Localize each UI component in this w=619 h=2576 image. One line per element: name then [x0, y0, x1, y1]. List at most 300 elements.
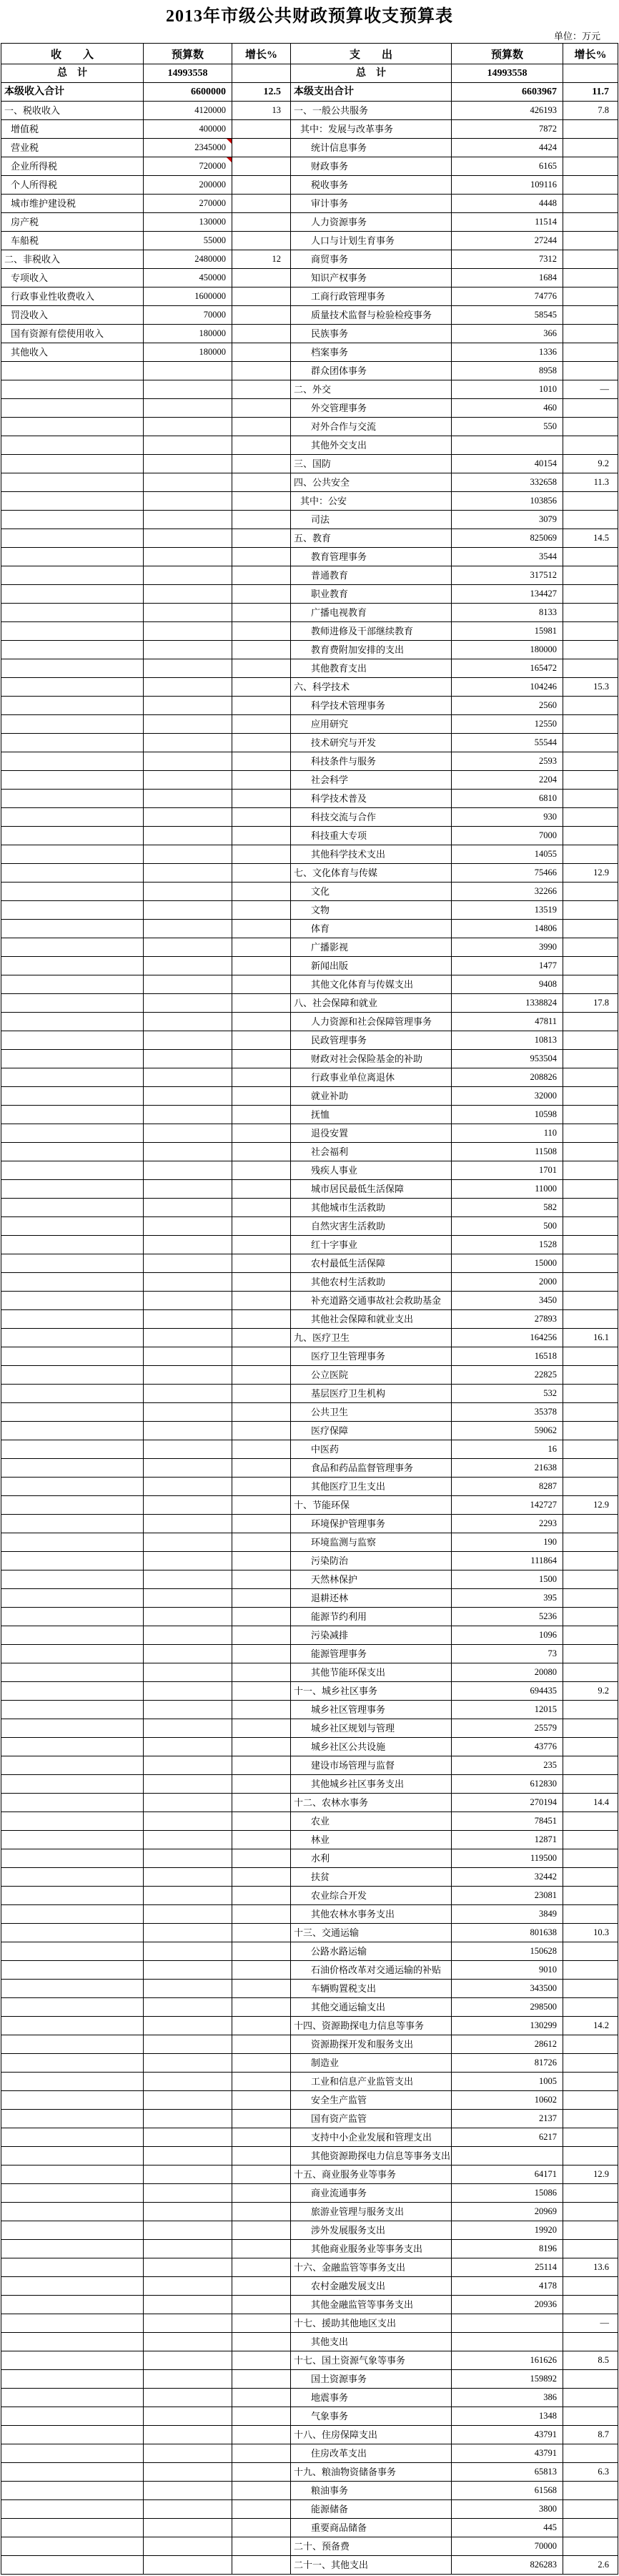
- table-row: [1, 436, 618, 455]
- income-growth-value: [232, 213, 291, 232]
- expense-budget-value: 32000: [452, 1087, 563, 1106]
- expense-item-label: 其他金融监管等事务支出: [291, 2296, 452, 2314]
- income-budget-value: [144, 752, 232, 771]
- expense-growth-value: [563, 1589, 618, 1608]
- income-budget-value: [144, 455, 232, 473]
- income-item-label: [1, 1794, 144, 1812]
- expense-item-label: 其他教育支出: [291, 659, 452, 678]
- income-growth-value: [232, 1310, 291, 1329]
- header-income-growth: 增长%: [232, 44, 291, 64]
- income-growth-value: [232, 1329, 291, 1347]
- income-growth-value: [232, 697, 291, 715]
- expense-item-label: 档案事务: [291, 343, 452, 362]
- expense-growth-value: [563, 1812, 618, 1831]
- expense-budget-value: 6810: [452, 790, 563, 808]
- income-budget-value: [144, 2482, 232, 2500]
- expense-budget-value: [452, 2147, 563, 2165]
- expense-item-label: 科学技术普及: [291, 790, 452, 808]
- expense-item-label: 二十一、其他支出: [291, 2556, 452, 2575]
- income-budget-value: [144, 1608, 232, 1626]
- expense-growth-value: 11.7: [563, 83, 618, 102]
- table-row: [1, 1440, 618, 1459]
- table-row: [1, 1998, 618, 2017]
- expense-item-label: 二、外交: [291, 380, 452, 399]
- expense-growth-value: [563, 2444, 618, 2463]
- income-item-label: [1, 1273, 144, 1292]
- expense-growth-value: 10.3: [563, 1924, 618, 1942]
- income-growth-value: [232, 2240, 291, 2258]
- income-budget-value: [144, 1180, 232, 1199]
- income-item-label: [1, 2482, 144, 2500]
- expense-growth-value: [563, 195, 618, 213]
- income-item-label: [1, 1310, 144, 1329]
- income-growth-value: [232, 1161, 291, 1180]
- income-growth-value: [232, 1440, 291, 1459]
- income-growth-value: [232, 2537, 291, 2556]
- income-growth-value: [232, 1924, 291, 1942]
- income-item-label: [1, 566, 144, 585]
- table-row: [1, 455, 618, 473]
- income-item-label: [1, 920, 144, 938]
- expense-growth-value: [563, 1050, 618, 1068]
- table-row: [1, 585, 618, 604]
- table-row: [1, 734, 618, 752]
- expense-item-label: 补充道路交通事故社会救助基金: [291, 1292, 452, 1310]
- income-budget-value: [144, 622, 232, 641]
- income-growth-value: [232, 2203, 291, 2221]
- expense-budget-value: 298500: [452, 1998, 563, 2017]
- table-row: [1, 1199, 618, 1217]
- income-growth-value: [232, 2017, 291, 2035]
- expense-growth-value: [563, 1663, 618, 1682]
- income-budget-value: [144, 994, 232, 1013]
- expense-budget-value: 10598: [452, 1106, 563, 1124]
- income-growth-value: [232, 2463, 291, 2482]
- table-row: [1, 1087, 618, 1106]
- expense-item-label: 扶贫: [291, 1868, 452, 1887]
- income-item-label: 罚没收入: [1, 306, 144, 325]
- expense-budget-value: 317512: [452, 566, 563, 585]
- expense-budget-value: 1348: [452, 2407, 563, 2426]
- expense-budget-value: 75466: [452, 864, 563, 883]
- table-row: [1, 1663, 618, 1682]
- table-row: [1, 1533, 618, 1552]
- table-row: [1, 2073, 618, 2091]
- income-item-label: [1, 2463, 144, 2482]
- income-growth-value: [232, 883, 291, 901]
- expense-item-label: 食品和药品监督管理事务: [291, 1459, 452, 1478]
- expense-growth-value: [563, 697, 618, 715]
- income-growth-value: [232, 2184, 291, 2203]
- expense-budget-value: 694435: [452, 1682, 563, 1701]
- income-growth-value: [232, 2221, 291, 2240]
- income-growth-value: [232, 1087, 291, 1106]
- expense-growth-value: [563, 325, 618, 343]
- expense-growth-value: [563, 1719, 618, 1738]
- expense-budget-value: 6217: [452, 2128, 563, 2147]
- income-item-label: 其他收入: [1, 343, 144, 362]
- expense-budget-value: 61568: [452, 2482, 563, 2500]
- income-budget-value: [144, 1422, 232, 1440]
- income-growth-value: [232, 790, 291, 808]
- income-budget-value: 450000: [144, 269, 232, 287]
- income-item-label: [1, 1292, 144, 1310]
- income-item-label: [1, 1998, 144, 2017]
- expense-growth-value: [563, 1756, 618, 1775]
- expense-growth-value: [563, 418, 618, 436]
- expense-item-label: 其他科学技术支出: [291, 845, 452, 864]
- expense-item-label: 广播影视: [291, 938, 452, 957]
- expense-item-label: 外交管理事务: [291, 399, 452, 418]
- income-growth-value: [232, 1254, 291, 1273]
- expense-item-label: 农村金融发展支出: [291, 2277, 452, 2296]
- income-item-label: [1, 845, 144, 864]
- income-growth-value: [232, 734, 291, 752]
- income-budget-value: [144, 2258, 232, 2277]
- expense-item-label: 农业: [291, 1812, 452, 1831]
- table-row: [1, 2463, 618, 2482]
- expense-growth-value: 6.3: [563, 2463, 618, 2482]
- expense-growth-value: 13.6: [563, 2258, 618, 2277]
- expense-budget-value: 3990: [452, 938, 563, 957]
- expense-budget-value: 12871: [452, 1831, 563, 1849]
- table-row: [1, 2389, 618, 2407]
- income-growth-value: [232, 1106, 291, 1124]
- income-budget-value: 180000: [144, 343, 232, 362]
- income-budget-value: [144, 1515, 232, 1533]
- expense-budget-value: 104246: [452, 678, 563, 697]
- expense-budget-value: 73: [452, 1645, 563, 1663]
- expense-growth-value: [563, 1236, 618, 1254]
- expense-item-label: 广播电视教育: [291, 604, 452, 622]
- expense-item-label: 人力资源和社会保障管理事务: [291, 1013, 452, 1031]
- income-item-label: 企业所得税: [1, 157, 144, 176]
- expense-budget-value: 5236: [452, 1608, 563, 1626]
- expense-budget-value: 134427: [452, 585, 563, 604]
- income-item-label: 专项收入: [1, 269, 144, 287]
- income-growth-value: [232, 1217, 291, 1236]
- income-budget-value: [144, 2314, 232, 2333]
- header-expense-budget: 预算数: [452, 44, 563, 64]
- table-row: [1, 920, 618, 938]
- income-item-label: [1, 901, 144, 920]
- page-title: 2013年市级公共财政预算收支预算表: [166, 7, 453, 26]
- income-growth-value: [232, 1533, 291, 1552]
- expense-item-label: 知识产权事务: [291, 269, 452, 287]
- table-row: [1, 362, 618, 380]
- income-budget-value: [144, 2444, 232, 2463]
- expense-growth-value: [563, 1980, 618, 1998]
- table-row: [1, 2184, 618, 2203]
- income-budget-value: [144, 1087, 232, 1106]
- income-growth-value: [232, 1236, 291, 1254]
- income-item-label: [1, 511, 144, 529]
- expense-budget-value: 70000: [452, 2537, 563, 2556]
- table-row: [1, 1645, 618, 1663]
- expense-budget-value: 20936: [452, 2296, 563, 2314]
- income-budget-value: [144, 1552, 232, 1570]
- table-row: [1, 1738, 618, 1756]
- income-budget-value: [144, 604, 232, 622]
- income-growth-value: [232, 1794, 291, 1812]
- income-budget-value: [144, 2333, 232, 2351]
- expense-budget-value: 16: [452, 1440, 563, 1459]
- table-row: [1, 64, 618, 83]
- income-budget-value: [144, 2296, 232, 2314]
- expense-budget-value: 65813: [452, 2463, 563, 2482]
- table-row: [1, 604, 618, 622]
- income-budget-value: [144, 1347, 232, 1366]
- table-row: [1, 2017, 618, 2035]
- table-row: [1, 975, 618, 994]
- income-item-label: [1, 1812, 144, 1831]
- expense-budget-value: 4448: [452, 195, 563, 213]
- table-row: [1, 120, 618, 139]
- income-item-label: [1, 1570, 144, 1589]
- table-row: [1, 343, 618, 362]
- expense-budget-value: 27244: [452, 232, 563, 250]
- expense-growth-value: [563, 2482, 618, 2500]
- income-growth-value: [232, 2054, 291, 2073]
- expense-item-label: 社会科学: [291, 771, 452, 790]
- budget-table: [1, 43, 618, 2575]
- expense-budget-value: 20969: [452, 2203, 563, 2221]
- income-growth-value: [232, 2500, 291, 2519]
- expense-budget-value: 78451: [452, 1812, 563, 1831]
- expense-growth-value: [563, 938, 618, 957]
- expense-growth-value: [563, 2035, 618, 2054]
- income-item-label: [1, 1050, 144, 1068]
- income-item-label: [1, 436, 144, 455]
- expense-budget-value: 119500: [452, 1849, 563, 1868]
- income-item-label: [1, 1143, 144, 1161]
- expense-budget-value: 81726: [452, 2054, 563, 2073]
- table-row: [1, 1106, 618, 1124]
- table-row: [1, 1180, 618, 1199]
- expense-growth-value: [563, 1422, 618, 1440]
- expense-growth-value: [563, 1515, 618, 1533]
- table-row: [1, 1459, 618, 1478]
- income-growth-value: [232, 864, 291, 883]
- income-budget-value: [144, 1385, 232, 1403]
- table-row: [1, 2277, 618, 2296]
- income-budget-value: [144, 1478, 232, 1496]
- income-growth-value: [232, 1570, 291, 1589]
- table-row: [1, 901, 618, 920]
- expense-budget-value: 2000: [452, 1273, 563, 1292]
- expense-growth-value: [563, 1254, 618, 1273]
- income-growth-value: [232, 2147, 291, 2165]
- expense-growth-value: [563, 511, 618, 529]
- income-item-label: [1, 957, 144, 975]
- income-growth-value: [232, 1180, 291, 1199]
- expense-growth-value: 12.9: [563, 1496, 618, 1515]
- income-growth-value: [232, 1868, 291, 1887]
- income-budget-value: [144, 2537, 232, 2556]
- expense-item-label: 退役安置: [291, 1124, 452, 1143]
- expense-growth-value: [563, 1849, 618, 1868]
- expense-growth-value: 8.5: [563, 2351, 618, 2370]
- expense-growth-value: 14.4: [563, 1794, 618, 1812]
- table-row: [1, 529, 618, 548]
- income-budget-value: [144, 1106, 232, 1124]
- income-item-label: 增值税: [1, 120, 144, 139]
- income-item-label: [1, 1329, 144, 1347]
- expense-item-label: 气象事务: [291, 2407, 452, 2426]
- expense-budget-value: 11514: [452, 213, 563, 232]
- table-row: [1, 1478, 618, 1496]
- income-item-label: [1, 2240, 144, 2258]
- income-item-label: [1, 2500, 144, 2519]
- income-budget-value: [144, 1273, 232, 1292]
- income-growth-value: [232, 566, 291, 585]
- income-item-label: [1, 2258, 144, 2277]
- expense-growth-value: [563, 566, 618, 585]
- expense-growth-value: [563, 2500, 618, 2519]
- income-budget-value: [144, 2463, 232, 2482]
- table-row: [1, 1868, 618, 1887]
- expense-item-label: 其他农村生活救助: [291, 1273, 452, 1292]
- expense-item-label: 工商行政管理事务: [291, 287, 452, 306]
- expense-budget-value: 28612: [452, 2035, 563, 2054]
- expense-item-label: 文物: [291, 901, 452, 920]
- income-growth-value: [232, 195, 291, 213]
- income-item-label: [1, 2110, 144, 2128]
- income-item-label: [1, 1106, 144, 1124]
- table-row: [1, 1887, 618, 1905]
- expense-budget-value: [452, 2333, 563, 2351]
- income-item-label: [1, 771, 144, 790]
- income-item-label: 车船税: [1, 232, 144, 250]
- expense-budget-value: 12015: [452, 1701, 563, 1719]
- income-item-label: [1, 734, 144, 752]
- table-row: [1, 157, 618, 176]
- income-growth-value: [232, 901, 291, 920]
- expense-growth-value: [563, 1143, 618, 1161]
- income-budget-value: [144, 1794, 232, 1812]
- expense-budget-value: 13519: [452, 901, 563, 920]
- expense-growth-value: 15.3: [563, 678, 618, 697]
- income-growth-value: [232, 808, 291, 827]
- expense-growth-value: [563, 399, 618, 418]
- expense-item-label: 新闻出版: [291, 957, 452, 975]
- expense-growth-value: [563, 1887, 618, 1905]
- income-item-label: [1, 1347, 144, 1366]
- expense-item-label: 十三、交通运输: [291, 1924, 452, 1942]
- income-growth-value: [232, 232, 291, 250]
- expense-growth-value: [563, 1385, 618, 1403]
- expense-budget-value: 1477: [452, 957, 563, 975]
- expense-budget-value: 35378: [452, 1403, 563, 1422]
- expense-budget-value: 43791: [452, 2444, 563, 2463]
- expense-budget-value: 930: [452, 808, 563, 827]
- table-row: [1, 864, 618, 883]
- expense-item-label: 中医药: [291, 1440, 452, 1459]
- income-budget-value: [144, 2091, 232, 2110]
- expense-item-label: 教师进修及干部继续教育: [291, 622, 452, 641]
- expense-item-label: 建设市场管理与监督: [291, 1756, 452, 1775]
- expense-item-label: 总 计: [291, 64, 452, 83]
- expense-item-label: 其他医疗卫生支出: [291, 1478, 452, 1496]
- income-item-label: [1, 1626, 144, 1645]
- expense-growth-value: [563, 2184, 618, 2203]
- expense-budget-value: 3450: [452, 1292, 563, 1310]
- income-growth-value: [232, 678, 291, 697]
- expense-growth-value: [563, 1942, 618, 1961]
- income-item-label: [1, 1961, 144, 1980]
- table-row: [1, 771, 618, 790]
- income-growth-value: [232, 752, 291, 771]
- header-expense-growth: 增长%: [563, 44, 618, 64]
- income-item-label: [1, 1031, 144, 1050]
- income-growth-value: [232, 436, 291, 455]
- expense-growth-value: [563, 2203, 618, 2221]
- income-growth-value: [232, 604, 291, 622]
- income-item-label: [1, 1403, 144, 1422]
- table-row: [1, 808, 618, 827]
- income-budget-value: [144, 1292, 232, 1310]
- expense-budget-value: 150628: [452, 1942, 563, 1961]
- expense-item-label: 其中：公安: [291, 492, 452, 511]
- expense-budget-value: 14055: [452, 845, 563, 864]
- income-budget-value: 4120000: [144, 102, 232, 120]
- income-budget-value: [144, 883, 232, 901]
- expense-growth-value: [563, 752, 618, 771]
- table-row: [1, 883, 618, 901]
- income-item-label: 房产税: [1, 213, 144, 232]
- expense-item-label: 四、公共安全: [291, 473, 452, 492]
- income-growth-value: [232, 1682, 291, 1701]
- income-item-label: [1, 585, 144, 604]
- income-growth-value: [232, 1719, 291, 1738]
- expense-item-label: 农业综合开发: [291, 1887, 452, 1905]
- expense-budget-value: 103856: [452, 492, 563, 511]
- table-row: [1, 1980, 618, 1998]
- income-growth-value: [232, 2482, 291, 2500]
- expense-item-label: 国土资源事务: [291, 2370, 452, 2389]
- income-budget-value: [144, 1236, 232, 1254]
- income-item-label: [1, 2035, 144, 2054]
- table-row: [1, 697, 618, 715]
- income-growth-value: [232, 938, 291, 957]
- income-budget-value: [144, 2389, 232, 2407]
- income-budget-value: [144, 362, 232, 380]
- expense-growth-value: [563, 1552, 618, 1570]
- expense-growth-value: [563, 1775, 618, 1794]
- income-growth-value: [232, 2128, 291, 2147]
- expense-budget-value: 27893: [452, 1310, 563, 1329]
- table-row: [1, 1236, 618, 1254]
- income-item-label: [1, 2537, 144, 2556]
- income-budget-value: [144, 2054, 232, 2073]
- income-item-label: [1, 827, 144, 845]
- table-row: [1, 250, 618, 269]
- income-growth-value: [232, 511, 291, 529]
- table-row: [1, 2426, 618, 2444]
- table-row: [1, 325, 618, 343]
- expense-growth-value: [563, 883, 618, 901]
- income-item-label: 本级收入合计: [1, 83, 144, 102]
- table-row: [1, 1050, 618, 1068]
- income-budget-value: [144, 2277, 232, 2296]
- income-budget-value: [144, 1329, 232, 1347]
- income-growth-value: [232, 2444, 291, 2463]
- expense-budget-value: 164256: [452, 1329, 563, 1347]
- expense-budget-value: 2204: [452, 771, 563, 790]
- table-row: [1, 1292, 618, 1310]
- expense-budget-value: 20080: [452, 1663, 563, 1682]
- expense-item-label: 十七、援助其他地区支出: [291, 2314, 452, 2333]
